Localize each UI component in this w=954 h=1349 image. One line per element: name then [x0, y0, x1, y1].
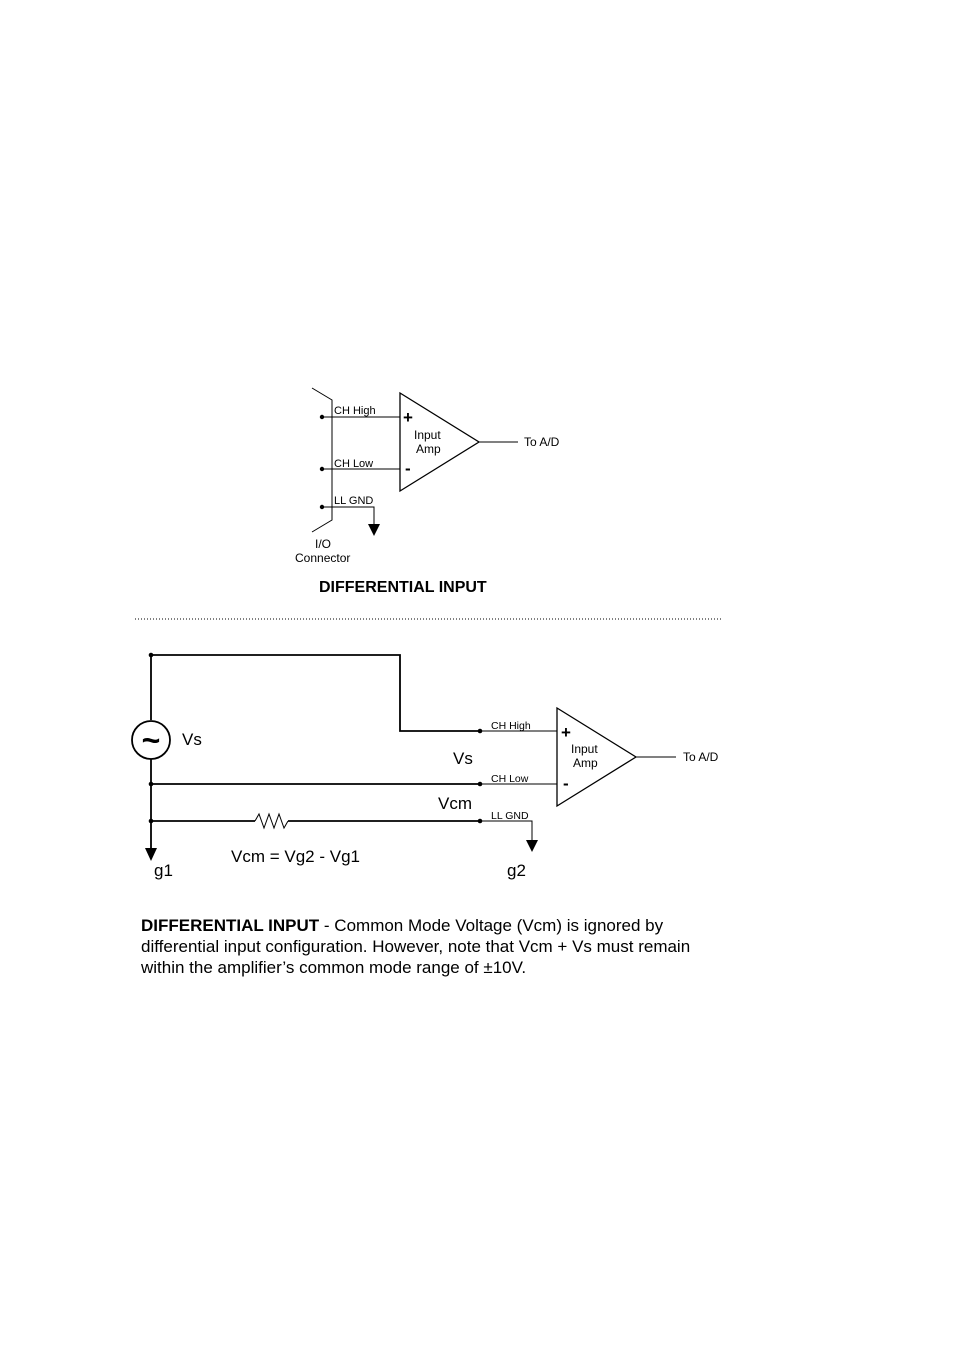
- source-high-wire: [151, 655, 480, 731]
- minus-sign: -: [563, 774, 569, 793]
- diagram-common-mode: [132, 653, 719, 880]
- to-ad-label: To A/D: [524, 435, 560, 449]
- amp-label-line2: Amp: [416, 442, 441, 456]
- ch-low-label: CH Low: [491, 773, 529, 785]
- g2-label: g2: [507, 861, 526, 880]
- ll-gnd-label: LL GND: [334, 495, 374, 507]
- ch-high-label: CH High: [334, 405, 376, 417]
- ground-arrow-icon: [368, 524, 380, 536]
- to-ad-label: To A/D: [683, 750, 719, 764]
- ch-high-node: [478, 729, 483, 734]
- g1-ground-arrow-icon: [145, 848, 157, 861]
- diagram-differential-input: [295, 388, 560, 596]
- diagram-title: DIFFERENTIAL INPUT: [319, 579, 487, 596]
- io-connector-outline: [312, 388, 332, 532]
- connector-label-line1: I/O: [315, 537, 332, 551]
- connector-label-line2: Connector: [295, 551, 351, 565]
- g1-label: g1: [154, 861, 173, 880]
- amp-label-line1: Input: [571, 742, 598, 756]
- caption-bold: DIFFERENTIAL INPUT: [141, 916, 320, 935]
- plus-sign: +: [561, 723, 571, 742]
- amp-label-line2: Amp: [573, 756, 598, 770]
- g2-ground-arrow-icon: [526, 840, 538, 852]
- ll-gnd-wire: [480, 821, 532, 840]
- ch-low-source-node: [149, 782, 154, 787]
- vcm-wire-label: Vcm: [438, 794, 472, 813]
- source-top-node: [149, 653, 154, 658]
- gnd-source-node: [149, 819, 154, 824]
- resistor-icon: [255, 814, 288, 828]
- ch-low-label: CH Low: [334, 458, 374, 470]
- vs-wire-label: Vs: [453, 749, 473, 768]
- minus-sign: -: [405, 459, 411, 478]
- ll-gnd-label: LL GND: [491, 810, 529, 822]
- amp-label-line1: Input: [414, 428, 441, 442]
- ll-gnd-node: [478, 819, 483, 824]
- ch-low-node: [478, 782, 483, 787]
- plus-sign: +: [403, 408, 413, 427]
- source-symbol: ~: [141, 722, 161, 758]
- ch-high-label: CH High: [491, 720, 531, 732]
- caption-text: - Common Mode Voltage (Vcm) is ignored by differential input configuration. However, note that Vcm + Vs must remain within the amplifier’s common mode range of ±10V.: [141, 916, 691, 977]
- figure-caption: [141, 915, 731, 978]
- equation-label: Vcm = Vg2 - Vg1: [231, 847, 360, 866]
- vs-source-label: Vs: [182, 730, 202, 749]
